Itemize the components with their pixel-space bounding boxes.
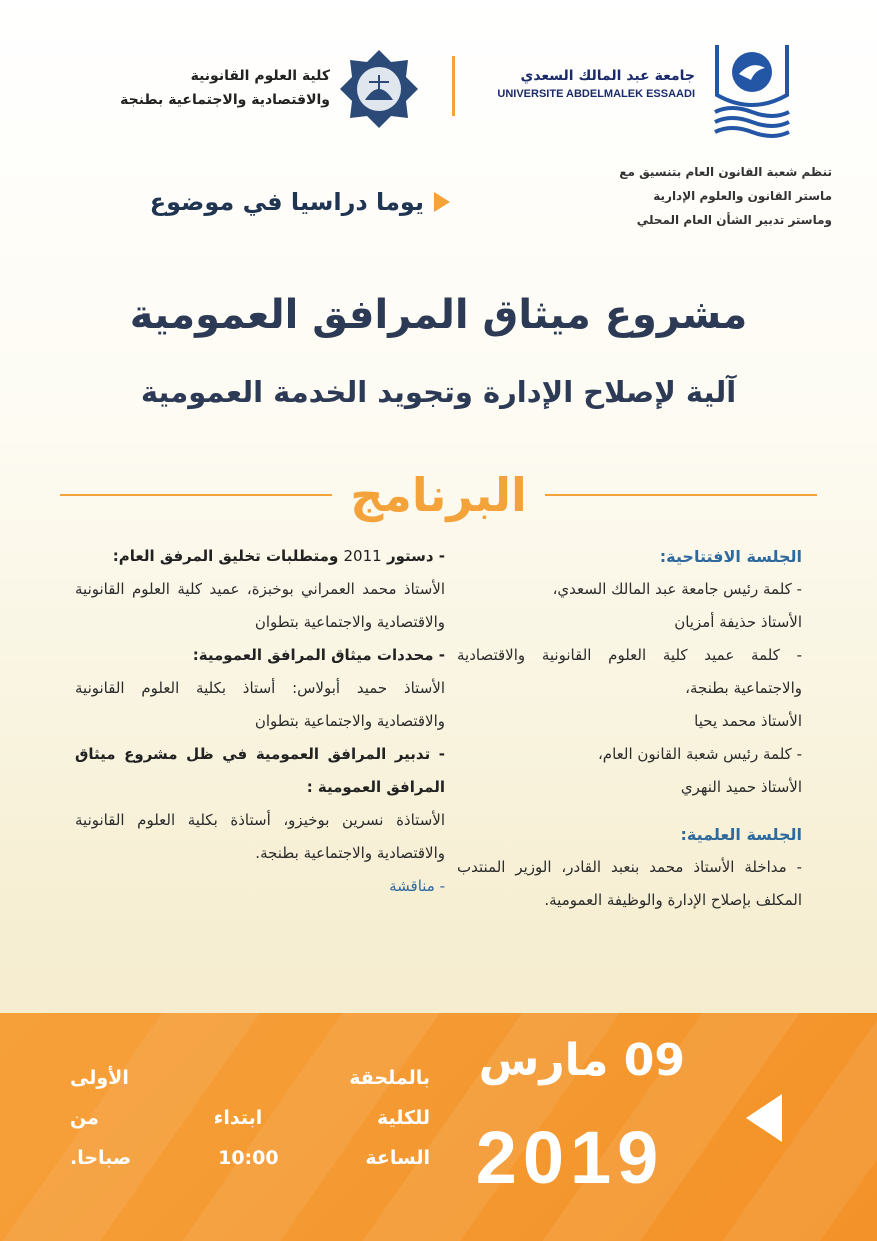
- scientific-item-1: - مداخلة الأستاذ محمد بنعبد القادر، الوزير المنتدب المكلف بإصلاح الإدارة والوظيفة العمومية.: [457, 858, 802, 909]
- program-line-left: [60, 494, 332, 496]
- opening-session-column: [457, 540, 802, 917]
- university-name-fr: UNIVERSITE ABDELMALEK ESSAADI: [497, 88, 695, 100]
- program-header: [60, 465, 817, 525]
- program-label: البرنامج: [350, 468, 527, 522]
- faculty-name-line1: كلية العلوم القانونية: [190, 68, 330, 84]
- talks-column: [75, 540, 445, 903]
- venue-line1: بالملحقة الأولى: [70, 1067, 430, 1089]
- discussion-item: - مناقشة: [389, 877, 445, 895]
- subtitle: آلية لإصلاح الإدارة وتجويد الخدمة العمومية: [140, 375, 737, 409]
- opening-session-heading: الجلسة الافتتاحية:: [659, 547, 802, 566]
- program-line-right: [545, 494, 817, 496]
- main-title: مشروع ميثاق المرافق العمومية: [129, 292, 748, 338]
- column-gap: [457, 804, 802, 818]
- study-day-text: يوما دراسيا في موضوع: [149, 188, 424, 216]
- venue-line2: للكلية ابتداء من: [70, 1107, 430, 1129]
- speaker-2: الأستاذ حميد أبولاس: أستاذ بكلية العلوم القانونية والاقتصادية والاجتماعية بتطوان: [75, 679, 445, 730]
- organizer-line3: وماستر تدبير الشأن العام المحلي: [636, 213, 832, 227]
- header: [0, 28, 877, 148]
- speaker-1: الأستاذ محمد العمراني بوخبزة، عميد كلية العلوم القانونية والاقتصادية والاجتماعية بتطوان: [75, 580, 445, 631]
- event-year: 2019: [475, 1116, 665, 1199]
- university-name-ar: جامعة عبد المالك السعدي: [520, 68, 695, 84]
- event-venue: [70, 1058, 430, 1178]
- topic-1-year: 2011: [343, 547, 382, 565]
- opening-item-2-person: الأستاذ محمد يحيا: [694, 712, 802, 730]
- faculty-logo-icon: [338, 48, 420, 130]
- topic-1: [75, 540, 445, 573]
- venue-line3: الساعة 10:00 صباحا.: [70, 1147, 430, 1169]
- faculty-name: [60, 64, 330, 112]
- opening-item-2: - كلمة عميد كلية العلوم القانونية والاقتصادية والاجتماعية بطنجة،: [457, 646, 802, 697]
- opening-item-1: - كلمة رئيس جامعة عبد المالك السعدي،: [552, 580, 802, 598]
- topic-1-prefix: - دستور: [386, 547, 445, 565]
- opening-item-3: - كلمة رئيس شعبة القانون العام،: [597, 745, 802, 763]
- organizer-line1: تنظم شعبة القانون العام بتنسيق مع: [619, 165, 832, 179]
- speaker-3: الأستاذة نسرين بوخيزو، أستاذة بكلية العلوم القانونية والاقتصادية والاجتماعية بطنجة.: [75, 811, 445, 862]
- orange-triangle-icon: [434, 192, 450, 212]
- white-triangle-icon: [746, 1094, 782, 1142]
- university-name: [497, 68, 695, 100]
- topic-1-rest: ومتطلبات تخليق المرفق العام:: [112, 547, 339, 565]
- organizer-text: [462, 160, 832, 232]
- organizer-line2: ماستر القانون والعلوم الإدارية: [653, 189, 832, 203]
- event-day-month: 09 مارس: [478, 1035, 685, 1086]
- opening-item-1-person: الأستاذ حذيفة أمزيان: [674, 613, 802, 631]
- university-logo-icon: [707, 40, 797, 140]
- study-day-label: [120, 188, 450, 216]
- topic-2: - محددات ميثاق المرافق العمومية:: [192, 646, 445, 664]
- scientific-session-heading: الجلسة العلمية:: [680, 825, 802, 844]
- topic-3: - تدبير المرافق العمومية في ظل مشروع ميثاق المرافق العمومية :: [75, 745, 445, 796]
- opening-item-3-person: الأستاذ حميد النهري: [680, 778, 802, 796]
- header-divider: [452, 56, 455, 116]
- faculty-name-line2: والاقتصادية والاجتماعية بطنجة: [120, 92, 330, 108]
